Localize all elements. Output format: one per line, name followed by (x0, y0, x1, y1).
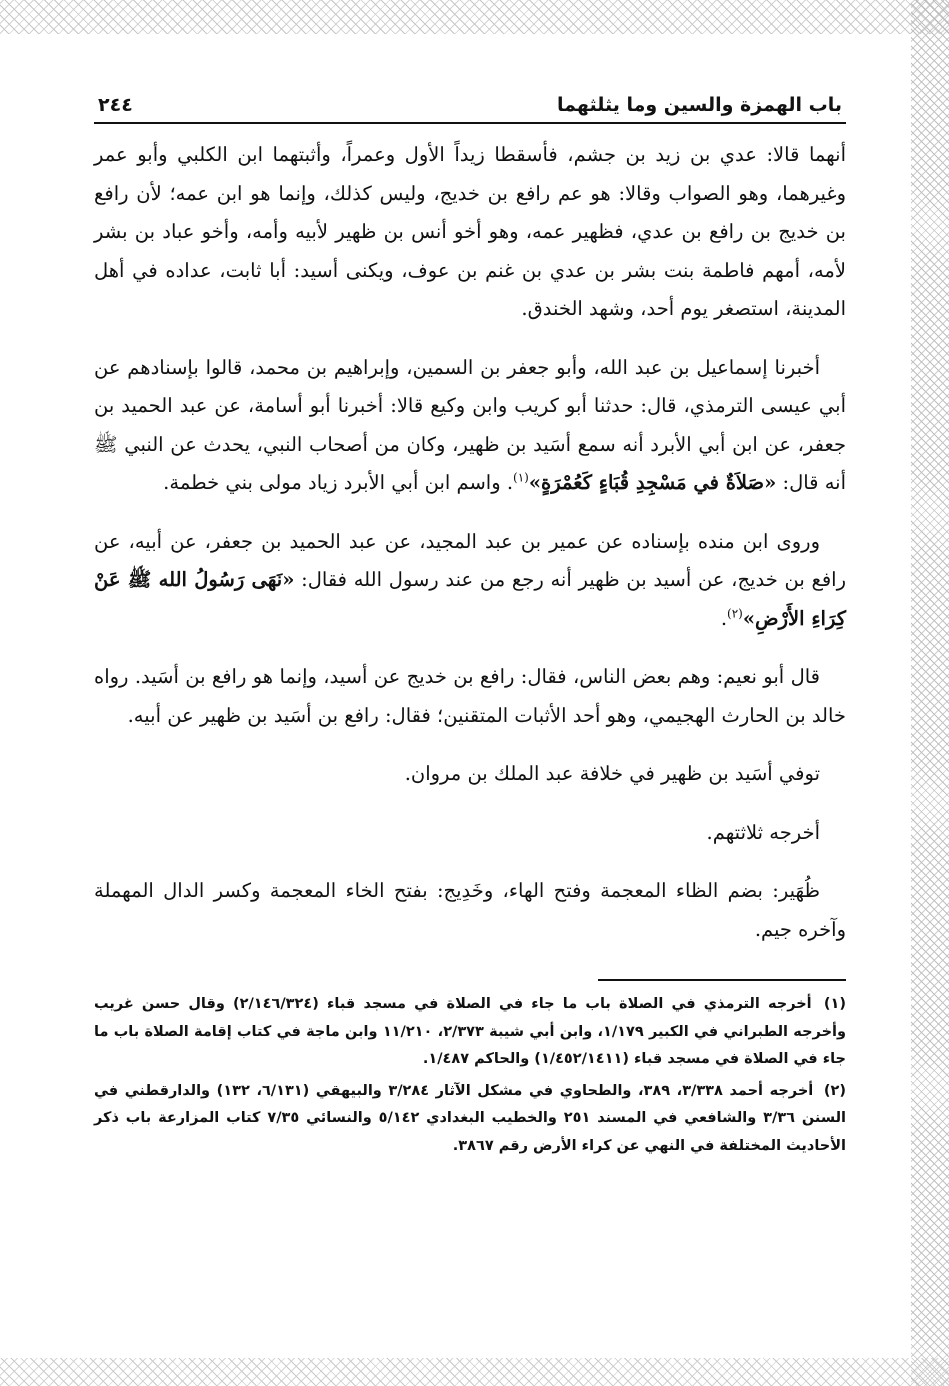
footnote (94, 991, 846, 1074)
paragraph: أنهما قالا: عدي بن زيد بن جشم، فأسقطا زيداً الأول وعمراً، وأثبتهما ابن الكلبي وأبو عمر وغيرهما، وهو الصواب وقالا: هو عم رافع بن خديج، وليس كذلك، وإنما هو ابن عمه؛ لأن رافع بن خديج بن رافع بن عدي، فظهير عمه، وهو أخو أنس بن ظهير لأبيه وأمه، وأخو عباد بن بشر لأمه، أمهم فاطمة بنت بشر بن عدي بن غنم بن عوف، ويكنى أسيد: أبا ثابت، عداده في أهل المدينة، استصغر يوم أحد، وشهد الخندق. (94, 143, 846, 320)
footnote-number: (٢) (823, 1082, 846, 1099)
paragraph: توفي أسَيد بن ظهير في خلافة عبد الملك بن مروان. (404, 762, 820, 785)
decorative-border-right (911, 0, 949, 1386)
hadith-quote: «صَلاَةٌ في مَسْجِدِ قُبَاءٍ كَعُمْرَةٍ» (528, 471, 777, 494)
footnote-number: (١) (823, 996, 846, 1012)
page-number: ٢٤٤ (98, 94, 133, 116)
footnote-ref: (٢) (727, 606, 743, 620)
footnote-ref: (١) (513, 470, 529, 485)
paragraph-text: وروى ابن منده بإسناده عن عمير بن عبد المجيد، عن عبد الحميد بن جعفر، عن أبيه، عن رافع بن خديج، عن أسيد بن ظهير أنه رجع من عند رسول الله فقال: (94, 529, 846, 591)
running-title: باب الهمزة والسين وما يثلثهما (557, 94, 842, 116)
decorative-border-bottom (0, 1358, 949, 1386)
footnote-text: أخرجه الترمذي في الصلاة باب ما جاء في الصلاة في مسجد قباء (٢/١٤٦/٣٢٤) وقال حسن غريب وأخرجه الطبراني في الكبير ١/١٧٩، وابن أبي شيبة ٢/٣٧٣، ١١/٢١٠ وابن ماجة في كتاب إقامة الصلاة باب ما جاء في الصلاة في مسجد قباء (١/٤٥٢/١٤١١) والحاكم ١/٤٨٧. (94, 996, 847, 1067)
paragraph: ظُهَير: بضم الظاء المعجمة وفتح الهاء، وخَدِيج: بفتح الخاء المعجمة وكسر الدال المهملة وآخره جيم. (94, 879, 846, 941)
paragraph-text: . (720, 606, 728, 630)
footnote-divider (598, 979, 846, 981)
paragraph-text: . واسم ابن أبي الأبرد زياد مولى بني خطمة. (163, 471, 514, 494)
main-text (94, 136, 846, 949)
paragraph-text: أخبرنا إسماعيل بن عبد الله، وأبو جعفر بن السمين، وإبراهيم بن محمد، قالوا بإسنادهم عن أبي عيسى الترمذي، قال: حدثنا أبو كريب وابن وكيع قالا: أخبرنا أبو أسامة، عن عبد الحميد بن جعفر، عن ابن أبي الأبرد أنه سمع أسَيد بن ظهير، وكان من أصحاب النبي، يحدث عن النبي ﷺ أنه قال: (94, 355, 846, 494)
footnotes (94, 991, 846, 1160)
paragraph (94, 349, 846, 503)
footnote (94, 1078, 846, 1161)
paragraph (94, 523, 846, 639)
decorative-border-top (0, 0, 949, 34)
page-header (94, 82, 846, 124)
book-page (94, 82, 846, 1164)
paragraph: قال أبو نعيم: وهم بعض الناس، فقال: رافع بن خديج عن أسيد، وإنما هو رافع بن أسَيد. رواه خالد بن الحارث الهجيمي، وهو أحد الأثبات المتقنين؛ فقال: رافع بن أسَيد بن ظهير عن أبيه. (94, 665, 846, 727)
footnote-text: أخرجه أحمد ٣/٣٣٨، ٣٨٩، والطحاوي في مشكل الآثار ٣/٢٨٤ والبيهقي (٦/١٣١، ١٣٢) والدارقطني في السنن ٣/٣٦ والشافعي في المسند ٢٥١ والخطيب البغدادي ٥/١٤٢ والنسائي ٧/٣٥ كتاب المزارعة باب ذكر الأحاديث المختلفة في النهي عن كراء الأرض رقم ٣٨٦٧. (94, 1082, 847, 1154)
paragraph: أخرجه ثلاثتهم. (706, 820, 820, 844)
hadith-quote: «نَهَى رَسُولُ الله ﷺ عَنْ كِرَاءِ الأَرْضِ» (94, 568, 846, 630)
